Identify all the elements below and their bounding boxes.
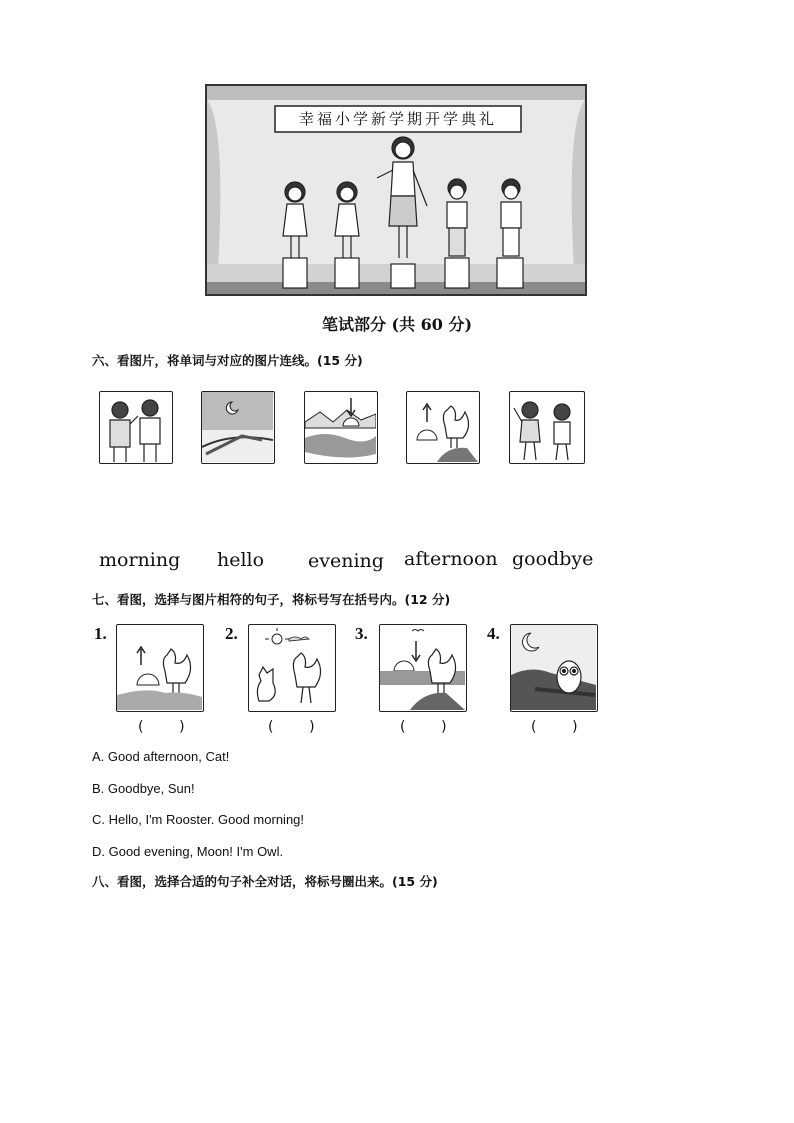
word-afternoon[interactable]: afternoon (404, 548, 498, 570)
picture-sunset-lake[interactable] (304, 391, 378, 464)
item3-number: 3. (355, 624, 368, 643)
option-b: B. Goodbye, Sun! (92, 781, 195, 796)
item1-number: 1. (94, 624, 107, 643)
girl-boy-waving-image (510, 392, 583, 462)
item1-picture (116, 624, 204, 712)
item3-answer-blank[interactable]: ( ) (400, 719, 447, 735)
owl-moon-image (511, 625, 596, 710)
stage-banner-text: 幸福小学新学期开学典礼 (298, 110, 497, 128)
item2-answer-blank[interactable]: ( ) (268, 719, 315, 735)
option-d: D. Good evening, Moon! I'm Owl. (92, 844, 284, 859)
word-evening[interactable]: evening (308, 550, 384, 572)
section8-title: 八、看图，选择合适的句子补全对话，将标号圈出来。(15 分) (92, 874, 438, 889)
item4-picture (510, 624, 598, 712)
cat-rooster-sun-image (249, 625, 334, 710)
item4-number: 4. (487, 624, 500, 643)
sunset-lake-image (305, 392, 376, 462)
rooster-sunrise-image (117, 625, 202, 710)
section6-title: 六、看图片，将单词与对应的图片连线。(15 分) (92, 353, 363, 368)
picture-two-boys-greeting[interactable] (99, 391, 173, 464)
picture-girl-boy-waving[interactable] (509, 391, 585, 464)
option-c: C. Hello, I'm Rooster. Good morning! (92, 812, 305, 827)
word-goodbye[interactable]: goodbye (512, 548, 594, 570)
picture-sunrise-rooster[interactable] (406, 391, 480, 464)
written-part-heading: 笔试部分 (共 60 分) (321, 315, 473, 334)
word-morning[interactable]: morning (99, 549, 181, 571)
item3-picture (379, 624, 467, 712)
night-road-image (202, 392, 273, 462)
section7-title: 七、看图，选择与图片相符的句子，将标号写在括号内。(12 分) (92, 592, 451, 607)
item2-picture (248, 624, 336, 712)
boys-greeting-image (100, 392, 171, 462)
sunrise-rooster-image (407, 392, 478, 462)
picture-night-moon-road[interactable] (201, 391, 275, 464)
option-a: A. Good afternoon, Cat! (92, 749, 230, 764)
item4-answer-blank[interactable]: ( ) (531, 719, 578, 735)
item1-answer-blank[interactable]: ( ) (138, 719, 185, 735)
word-hello[interactable]: hello (217, 549, 265, 571)
item2-number: 2. (225, 624, 238, 643)
rooster-sunset-image (380, 625, 465, 710)
